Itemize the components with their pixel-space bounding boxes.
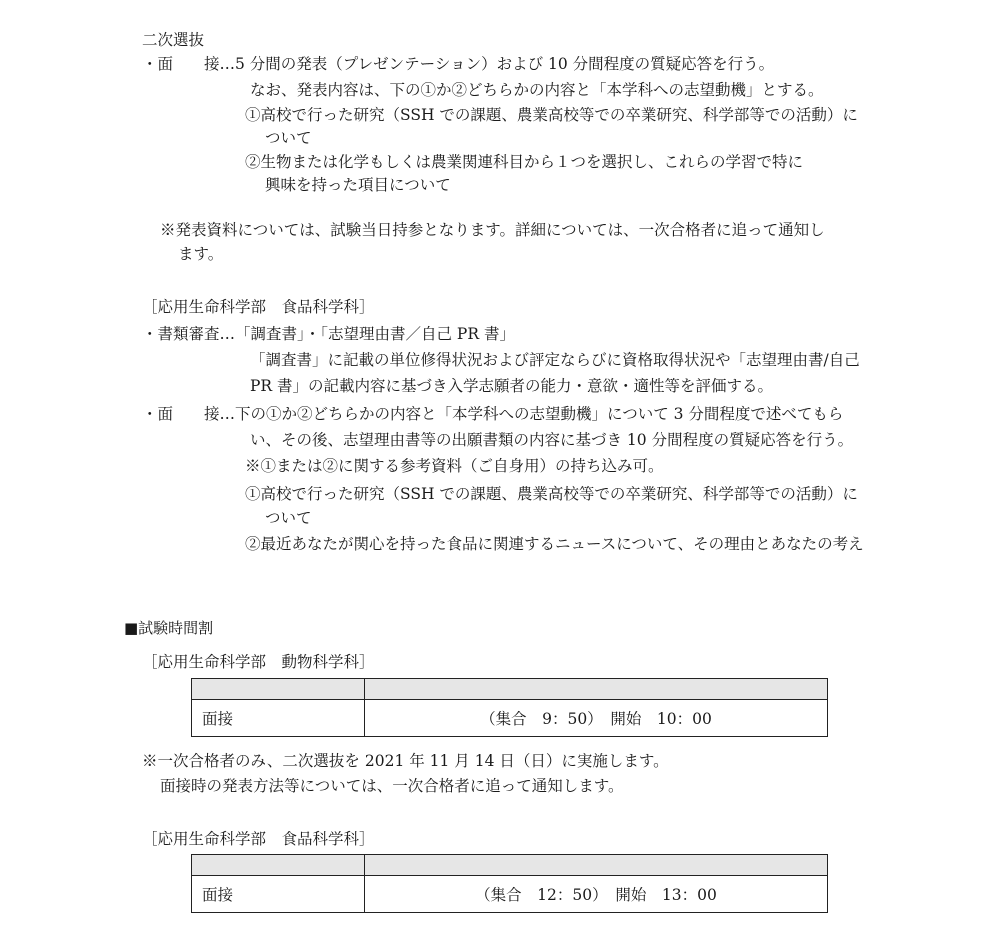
section-title-food-science: ［応用生命科学部 食品科学科］ xyxy=(142,298,375,316)
item1-line-a: ①高校で行った研究（SSH での課題、農業高校等での卒業研究、科学部等での活動）に xyxy=(245,106,858,124)
food-interview-line xyxy=(142,404,843,424)
table-row xyxy=(192,700,828,737)
schedule-title-animal-science: ［応用生命科学部 動物科学科］ xyxy=(142,653,375,671)
food-interview-label: ・面 接… xyxy=(142,405,236,423)
animal-note-a: ※一次合格者のみ、二次選抜を 2021 年 11 月 14 日（日）に実施します。 xyxy=(142,752,669,770)
row-time: （集合 12：50） 開始 13：00 xyxy=(365,876,828,913)
table-row xyxy=(192,876,828,913)
schedule-heading: ■試験時間割 xyxy=(124,619,214,637)
interview-text: 5 分間の発表（プレゼンテーション）および 10 分間程度の質疑応答を行う。 xyxy=(235,55,775,73)
document-review-line: ・書類審査…「調査書」・「志望理由書／自己 PR 書」 xyxy=(142,325,515,343)
table-header-cell xyxy=(192,679,365,700)
food-item2-line: ②最近あなたが関心を持った食品に関連するニュースについて、その理由とあなたの考え xyxy=(245,535,864,553)
table-header-row xyxy=(192,679,828,700)
remark-line-a: ※発表資料については、試験当日持参となります。詳細については、一次合格者に追って通知し xyxy=(160,221,825,239)
table-header-cell xyxy=(365,855,828,876)
food-item1-line-b: ついて xyxy=(265,509,312,527)
interview-line xyxy=(142,54,774,74)
table-header-cell xyxy=(365,679,828,700)
schedule-title-food-science: ［応用生命科学部 食品科学科］ xyxy=(142,830,375,848)
table-header-cell xyxy=(192,855,365,876)
animal-note-b: 面接時の発表方法等については、一次合格者に追って通知します。 xyxy=(160,777,624,795)
food-item1-line-a: ①高校で行った研究（SSH での課題、農業高校等での卒業研究、科学部等での活動）に xyxy=(245,485,858,503)
schedule-table-animal xyxy=(191,678,828,737)
section-title-secondary-selection: 二次選抜 xyxy=(142,31,205,49)
document-review-desc-b: PR 書」の記載内容に基づき入学志願者の能力・意欲・適性等を評価する。 xyxy=(250,377,774,395)
table-header-row xyxy=(192,855,828,876)
item1-line-b: ついて xyxy=(265,129,312,147)
schedule-table-food xyxy=(191,854,828,913)
food-interview-note: ※①または②に関する参考資料（ご自身用）の持ち込み可。 xyxy=(245,457,664,475)
row-time: （集合 9：50） 開始 10：00 xyxy=(365,700,828,737)
row-label: 面接 xyxy=(192,700,365,737)
food-interview-text-b: い、その後、志望理由書等の出願書類の内容に基づき 10 分間程度の質疑応答を行う。 xyxy=(250,431,854,449)
item2-line-b: 興味を持った項目について xyxy=(265,176,451,194)
item2-line-a: ②生物または化学もしくは農業関連科目から１つを選択し、これらの学習で特に xyxy=(245,153,804,171)
document-review-desc-a: 「調査書」に記載の単位修得状況および評定ならびに資格取得状況や「志望理由書/自己 xyxy=(250,351,860,369)
remark-line-b: ます。 xyxy=(178,245,224,263)
interview-label: ・面 接… xyxy=(142,55,236,73)
food-interview-text-a: 下の①か②どちらかの内容と「本学科への志望動機」について 3 分間程度で述べてもら xyxy=(235,405,844,423)
row-label: 面接 xyxy=(192,876,365,913)
note-line: なお、発表内容は、下の①か②どちらかの内容と「本学科への志望動機」とする。 xyxy=(250,81,824,99)
